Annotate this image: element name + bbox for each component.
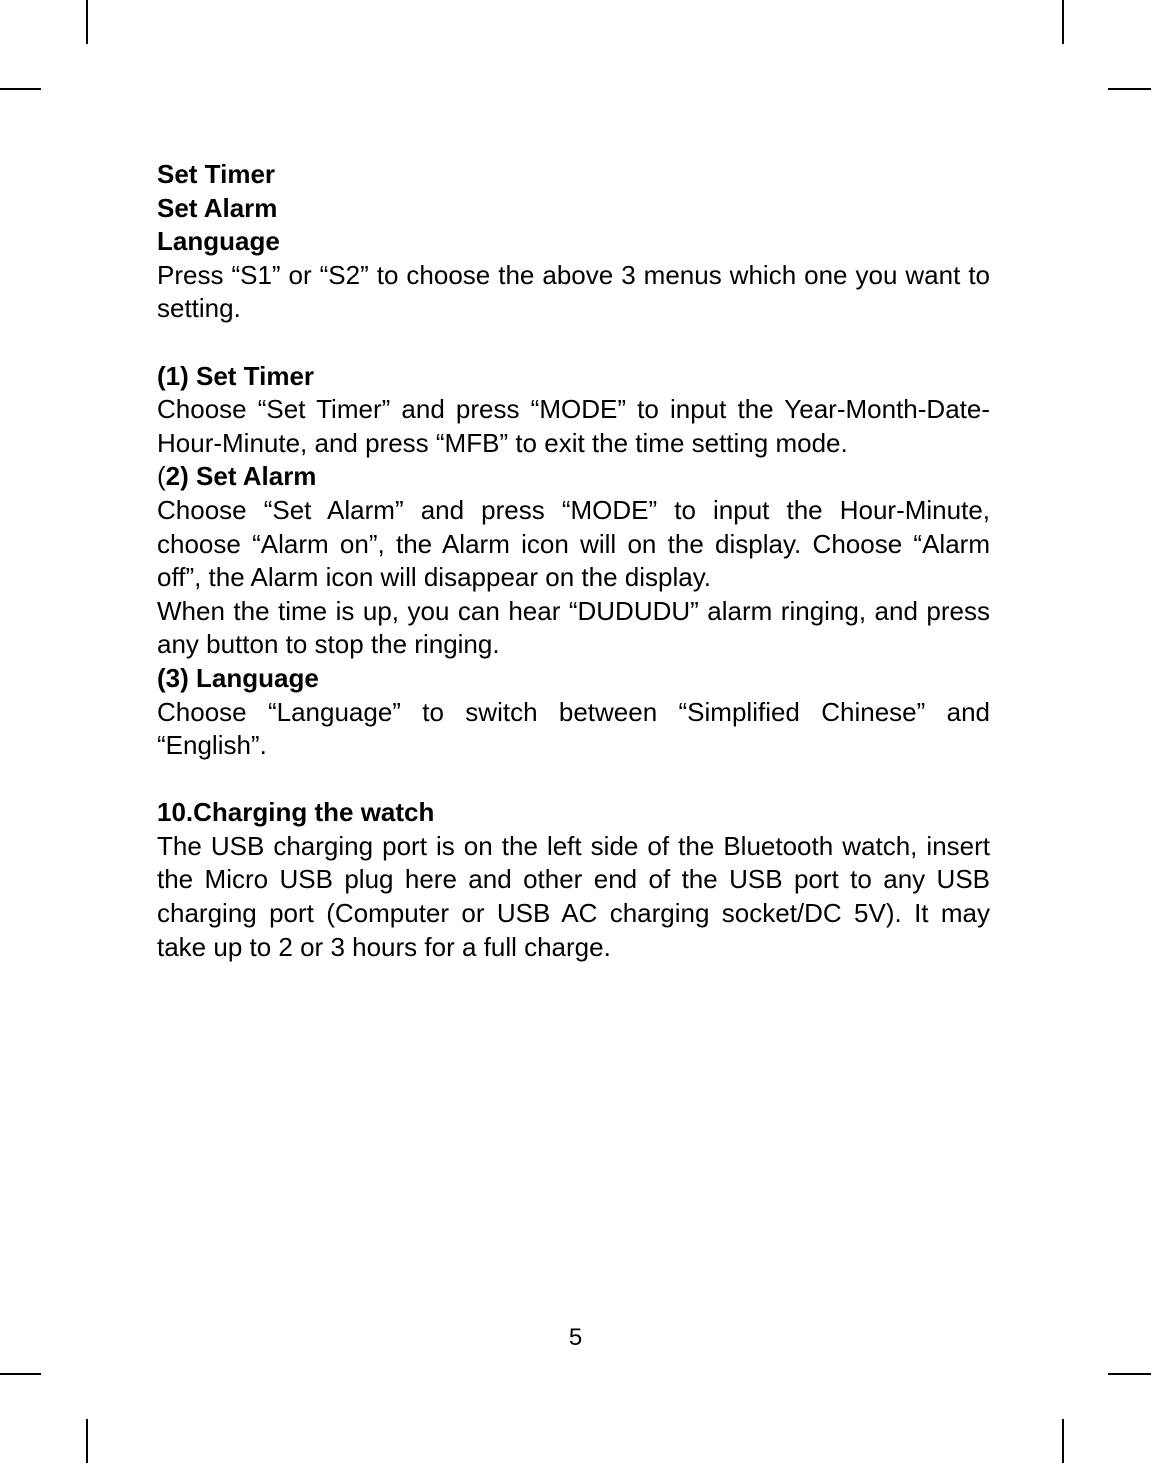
crop-mark-top-right-horizontal xyxy=(1108,88,1151,90)
crop-mark-top-left-horizontal xyxy=(0,88,41,90)
crop-mark-bottom-right-vertical xyxy=(1062,1419,1064,1463)
set-timer-body: Choose “Set Timer” and press “MODE” to input the Year-Month-Date- Hour-Minute, and press “MFB” to exit the time setting mode. xyxy=(157,394,990,458)
crop-mark-bottom-right-horizontal xyxy=(1108,1373,1151,1375)
set-alarm-heading-paren: ( xyxy=(157,461,166,492)
manual-page-content xyxy=(157,158,990,964)
menu-item-set-alarm: Set Alarm xyxy=(157,192,278,223)
set-alarm-heading-text: 2) Set Alarm xyxy=(165,461,317,492)
crop-mark-bottom-left-horizontal xyxy=(0,1373,41,1375)
crop-mark-top-right-vertical xyxy=(1062,0,1064,44)
crop-mark-bottom-left-vertical xyxy=(86,1419,88,1463)
menu-item-set-timer: Set Timer xyxy=(157,159,276,189)
set-alarm-heading xyxy=(157,460,990,494)
menu-instruction: Press “S1” or “S2” to choose the above 3 menus which one you want to setting. xyxy=(157,259,990,324)
page-number: 5 xyxy=(568,1324,583,1351)
charging-heading: 10.Charging the watch xyxy=(157,797,435,828)
language-body: Choose “Language” to switch between “Simplified Chinese” and “English”. xyxy=(157,696,990,761)
crop-mark-top-left-vertical xyxy=(86,0,88,44)
set-alarm-body-2: When the time is up, you can hear “DUDUDU” alarm ringing, and press any button to stop the ringing. xyxy=(157,595,990,660)
charging-body: The USB charging port is on the left side of the Bluetooth watch, insert the Micro USB plug here and other end of the USB port to any USB charging port (Computer or USB AC charging socket/DC 5V). It may take up to 2 or 3 hours for a full charge. xyxy=(157,830,990,962)
set-alarm-body: Choose “Set Alarm” and press “MODE” to input the Hour-Minute, choose “Alarm on”, the Alarm icon will on the display. Choose “Alarm off”, the Alarm icon will disappear on the display. xyxy=(157,494,990,593)
language-heading: (3) Language xyxy=(157,662,319,693)
set-timer-heading: (1) Set Timer xyxy=(157,360,315,391)
menu-item-language: Language xyxy=(157,226,280,257)
menu-list xyxy=(157,158,990,259)
